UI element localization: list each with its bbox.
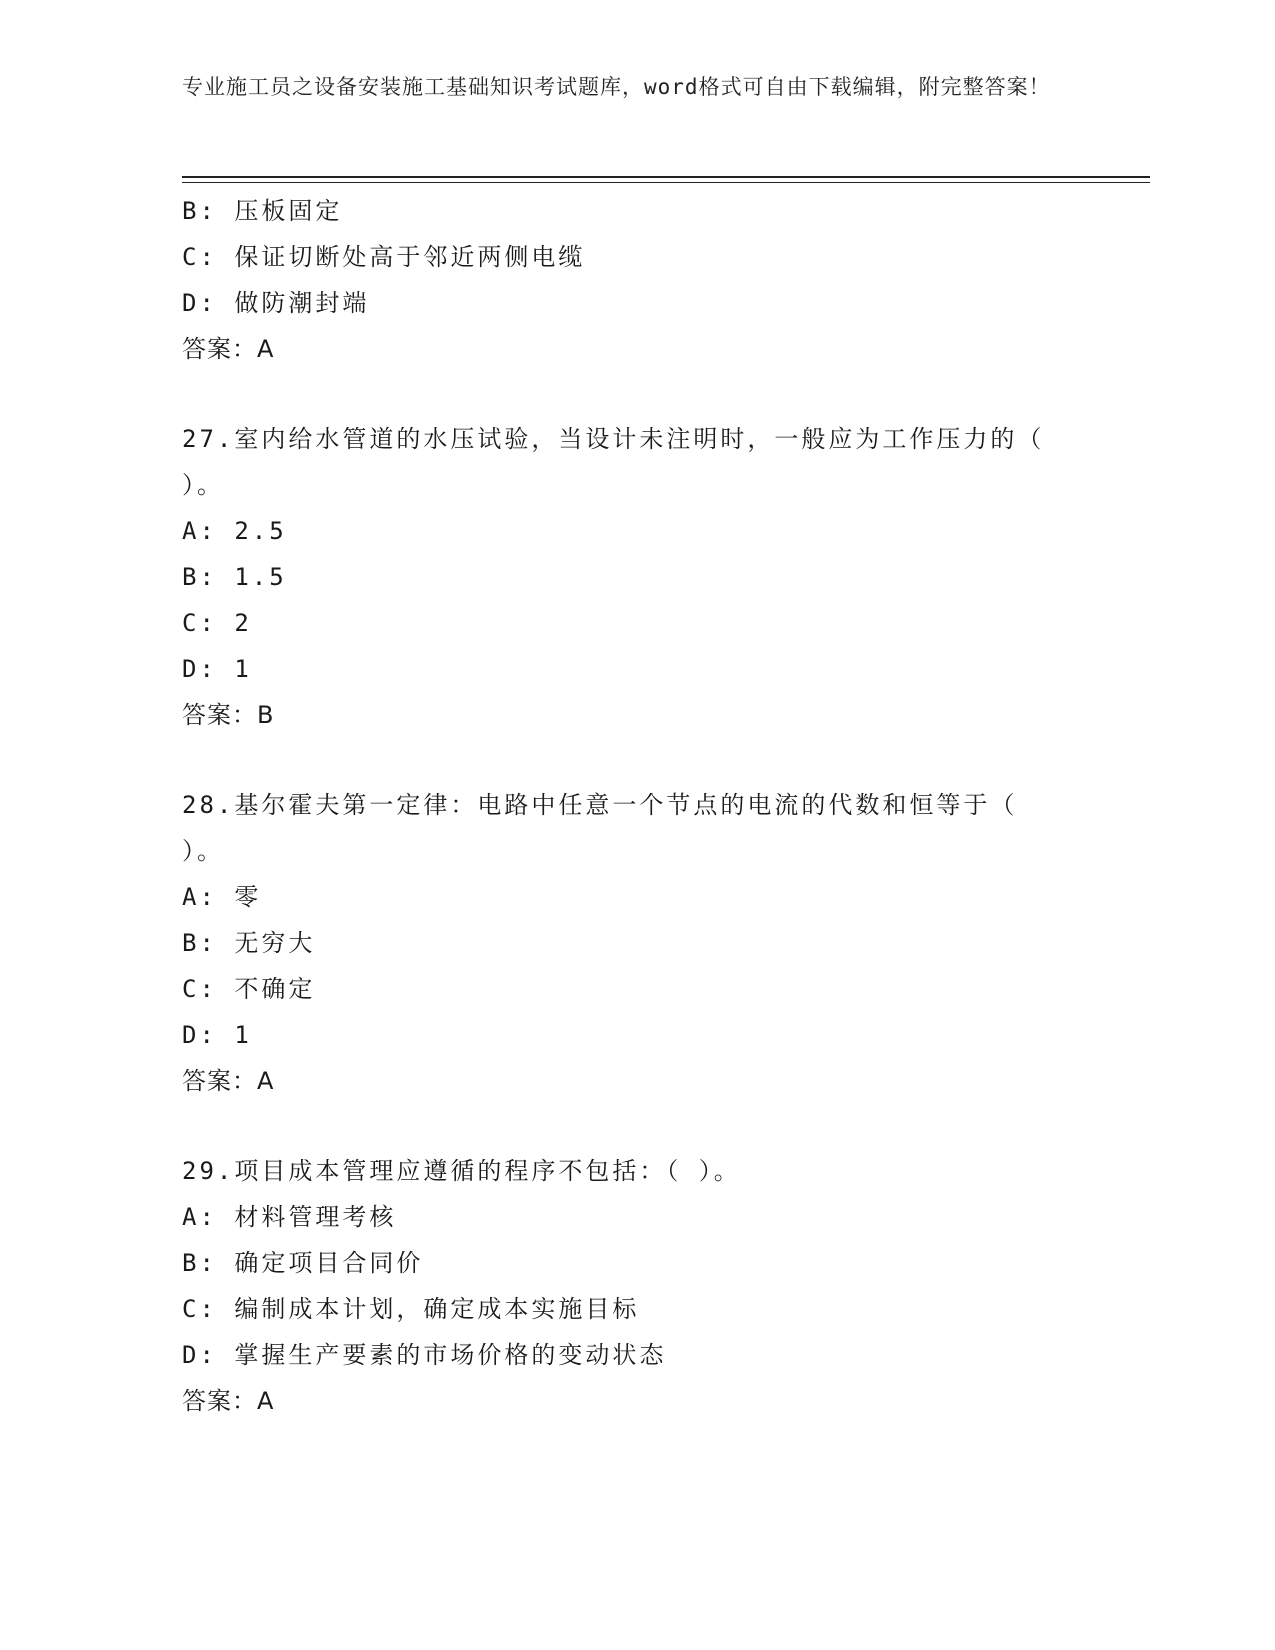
question-stem: 28.基尔霍夫第一定律：电路中任意一个节点的电流的代数和恒等于（ ）。 bbox=[182, 791, 1018, 865]
option-c: C: 编制成本计划，确定成本实施目标 bbox=[182, 1295, 640, 1323]
question-28 bbox=[182, 782, 1082, 1104]
option-a: A: 2.5 bbox=[182, 517, 287, 545]
answer-line: 答案：A bbox=[182, 1387, 275, 1415]
option-b: B: 无穷大 bbox=[182, 929, 316, 957]
question-list bbox=[182, 188, 1082, 1424]
spacer bbox=[182, 738, 1082, 782]
question-stem: 27.室内给水管道的水压试验，当设计未注明时，一般应为工作压力的（ ）。 bbox=[182, 425, 1045, 499]
header-divider-thick bbox=[182, 176, 1150, 178]
option-a: A: 零 bbox=[182, 883, 262, 911]
spacer bbox=[182, 1104, 1082, 1148]
option-c: C: 保证切断处高于邻近两侧电缆 bbox=[182, 243, 586, 271]
option-d: D: 1 bbox=[182, 655, 252, 683]
document-header: 专业施工员之设备安装施工基础知识考试题库，word格式可自由下载编辑，附完整答案！ bbox=[182, 75, 1051, 99]
header-divider-thin bbox=[182, 182, 1150, 183]
option-b: B: 确定项目合同价 bbox=[182, 1249, 424, 1277]
option-b: B: 1.5 bbox=[182, 563, 287, 591]
option-d: D: 掌握生产要素的市场价格的变动状态 bbox=[182, 1341, 667, 1369]
question-29 bbox=[182, 1148, 1082, 1424]
question-26-tail bbox=[182, 188, 1082, 372]
spacer bbox=[182, 372, 1082, 416]
option-c: C: 2 bbox=[182, 609, 252, 637]
option-c: C: 不确定 bbox=[182, 975, 316, 1003]
answer-line: 答案：A bbox=[182, 335, 275, 363]
answer-line: 答案：A bbox=[182, 1067, 275, 1095]
question-27 bbox=[182, 416, 1082, 738]
question-stem: 29.项目成本管理应遵循的程序不包括：（ ）。 bbox=[182, 1157, 741, 1185]
option-a: A: 材料管理考核 bbox=[182, 1203, 397, 1231]
option-d: D: 1 bbox=[182, 1021, 252, 1049]
answer-line: 答案：B bbox=[182, 701, 275, 729]
option-b: B: 压板固定 bbox=[182, 197, 343, 225]
option-d: D: 做防潮封端 bbox=[182, 289, 370, 317]
